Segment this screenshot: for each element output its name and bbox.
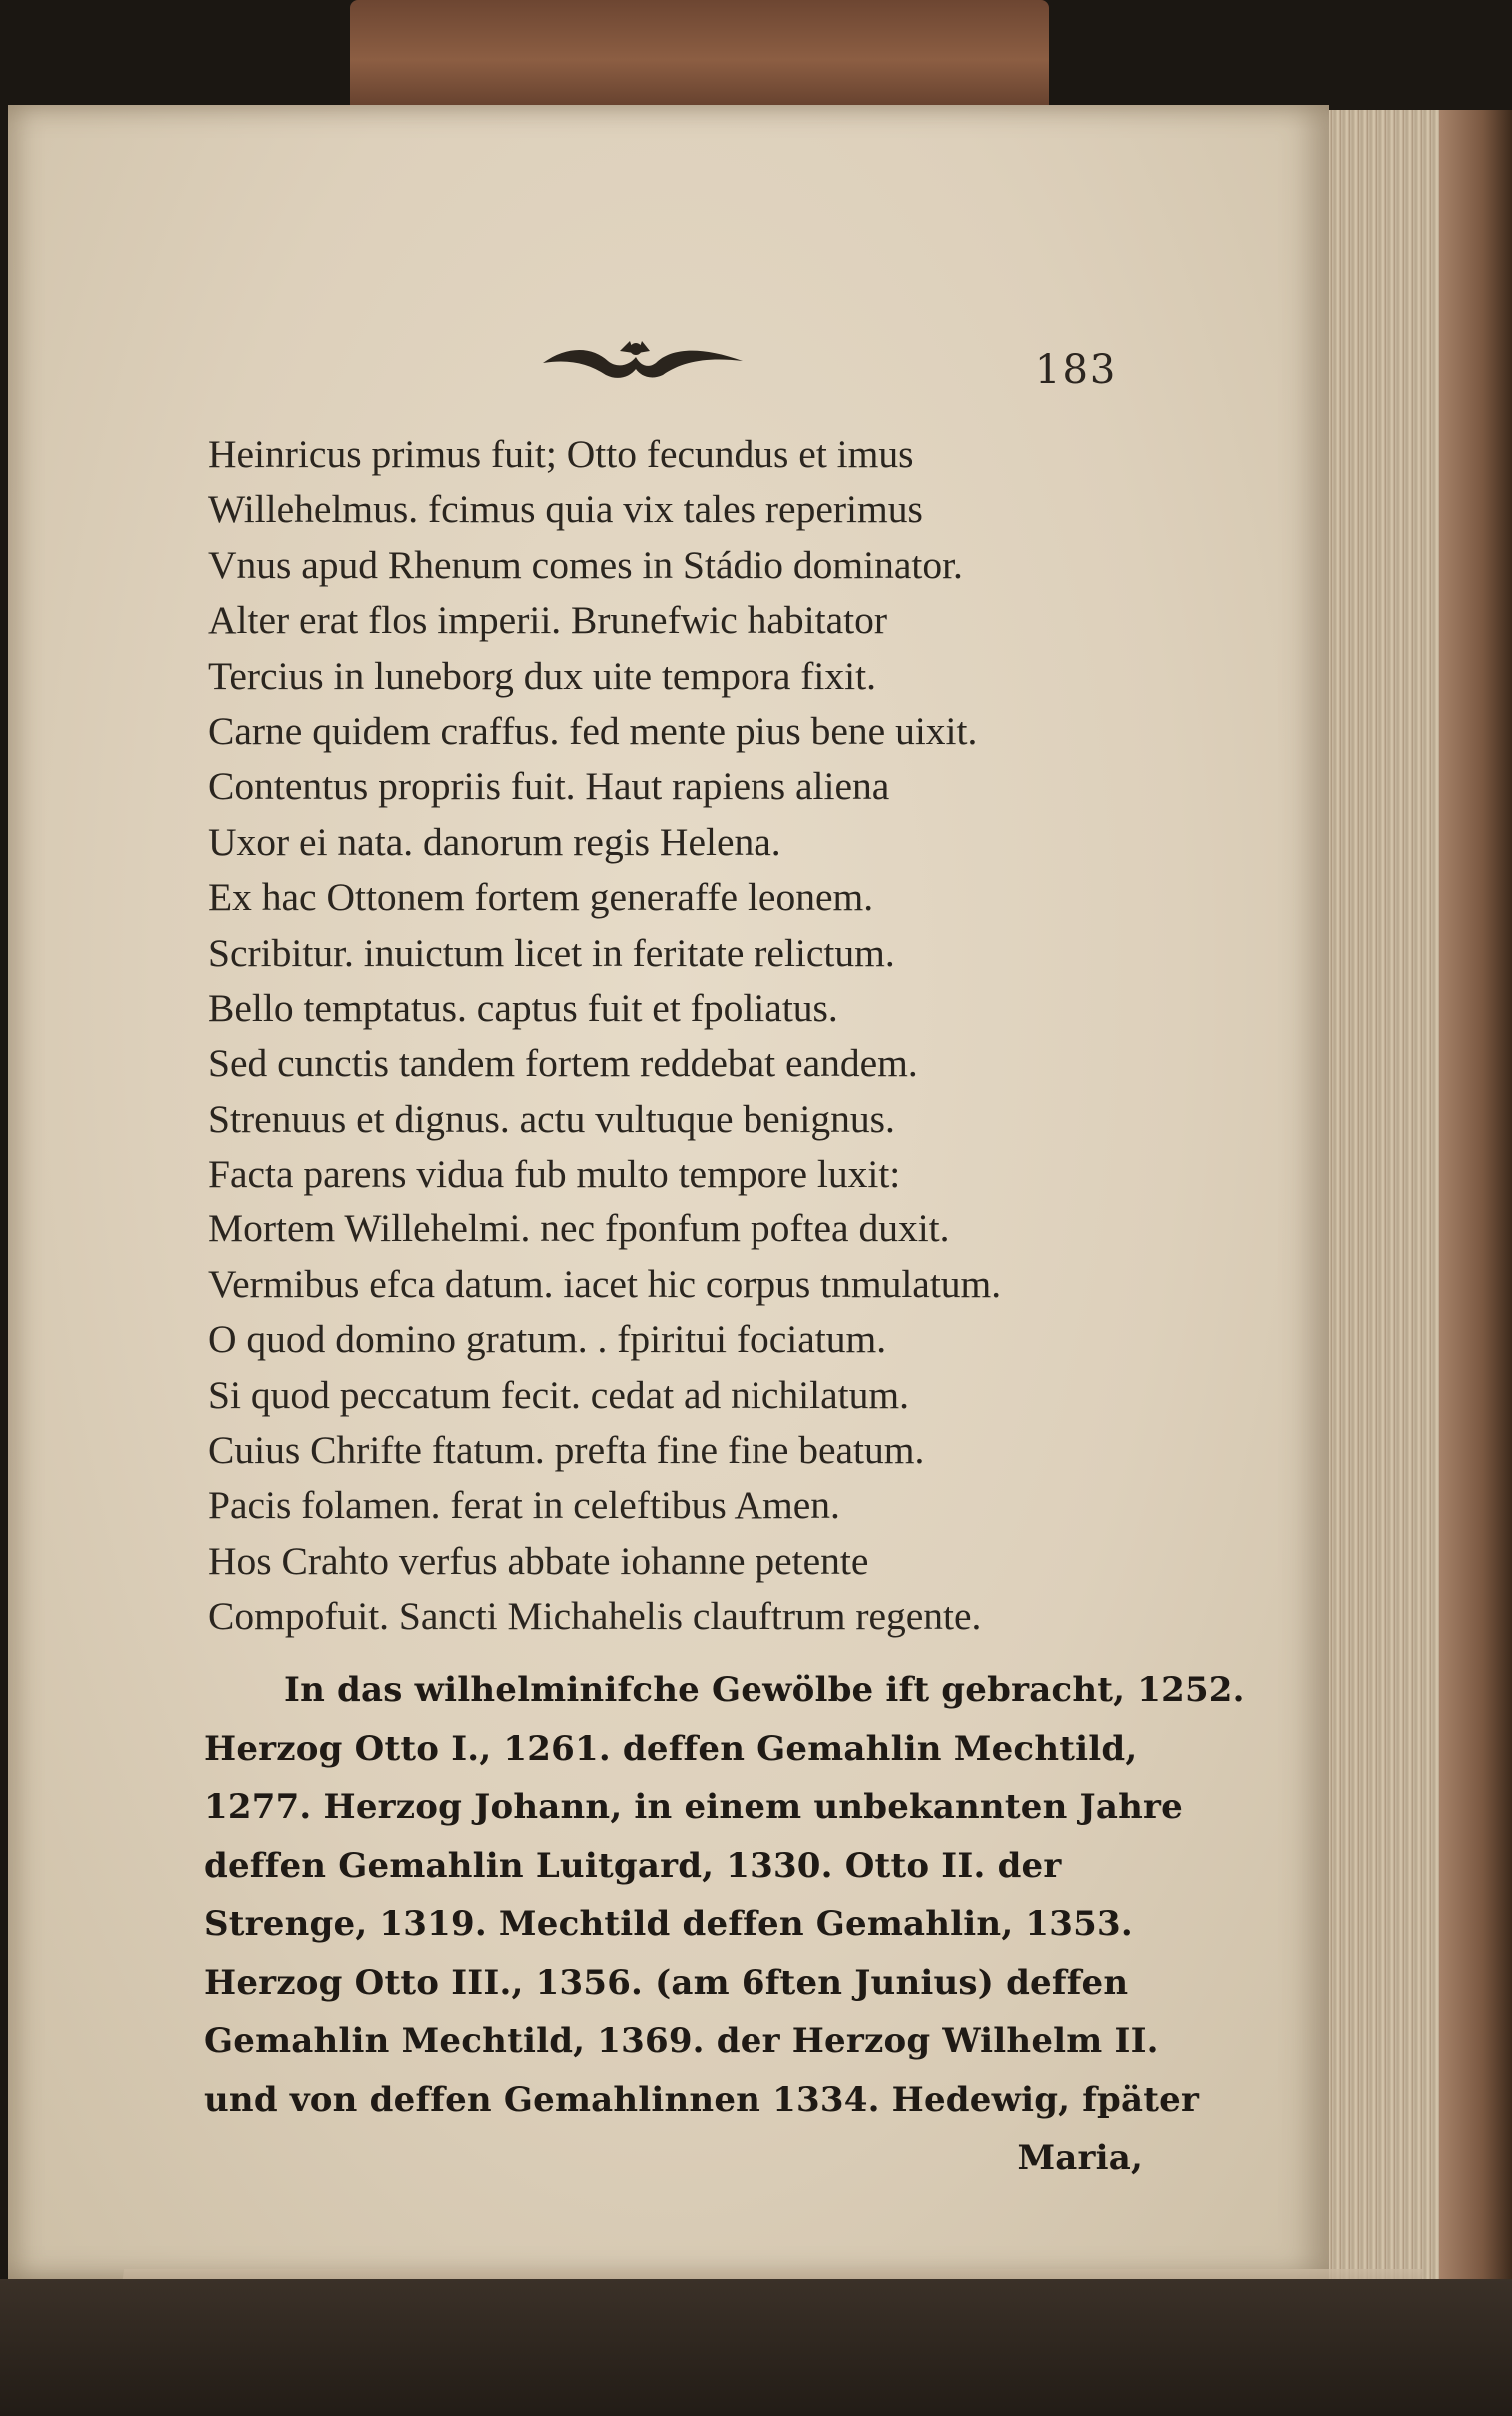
book-cover-top-edge	[350, 0, 1049, 120]
verse-line: Alter erat flos imperii. Brunefwic habitator	[208, 598, 888, 643]
verse-line: Mortem Willehelmi. nec fponfum poftea duxit.	[208, 1207, 950, 1251]
verse-line: Vermibus efca datum. iacet hic corpus tnmulatum.	[208, 1261, 1002, 1306]
prose-line: und von deffen Gemahlinnen 1334. Hedewig, fpäter	[204, 2079, 1200, 2120]
prose-line: Herzog Otto I., 1261. deffen Gemahlin Mechtild,	[204, 1728, 1138, 1769]
verse-line: Vnus apud Rhenum comes in Stádio dominator.	[208, 542, 963, 587]
verse-line: Contentus propriis fuit. Haut rapiens aliena	[208, 764, 890, 809]
verse-line: Carne quidem craffus. fed mente pius bene uixit.	[208, 708, 978, 753]
verse-line: Sed cunctis tandem fortem reddebat eandem.	[208, 1041, 918, 1086]
verse-line: Heinricus primus fuit; Otto fecundus et imus	[208, 432, 914, 476]
prose-line: Strenge, 1319. Mechtild deffen Gemahlin, 1353.	[204, 1904, 1133, 1944]
verse-line: Scribitur. inuictum licet in feritate relictum.	[208, 930, 895, 975]
prose-line: 1277. Herzog Johann, in einem unbekannten Jahre	[204, 1787, 1183, 1827]
latin-verse-block	[208, 427, 1187, 1645]
background-shadow	[0, 2279, 1512, 2416]
page-header	[8, 335, 1329, 395]
page-number: 183	[1035, 347, 1118, 393]
prose-line: In das wilhelminifche Gewölbe ift gebracht, 1252.	[284, 1670, 1245, 1710]
prose-line: Herzog Otto III., 1356. (am 6ften Junius) deffen	[204, 1962, 1129, 2003]
verse-line: Pacis folamen. ferat in celeftibus Amen.	[208, 1483, 840, 1528]
verse-line: Uxor ei nata. danorum regis Helena.	[208, 819, 781, 864]
verse-line: Facta parens vidua fub multo tempore luxit:	[208, 1152, 901, 1197]
prose-line: deffen Gemahlin Luitgard, 1330. Otto II. der	[204, 1845, 1062, 1886]
ornament-icon	[538, 335, 748, 385]
verse-line: O quod domino gratum. . fpiritui fociatum.	[208, 1317, 887, 1362]
verse-line: Ex hac Ottonem fortem generaffe leonem.	[208, 875, 874, 920]
verse-line: Tercius in luneborg dux uite tempora fixit.	[208, 653, 876, 698]
verse-line: Bello temptatus. captus fuit et fpoliatus.	[208, 985, 838, 1030]
verse-line: Hos Crahto verfus abbate iohanne petente	[208, 1538, 869, 1583]
verse-line: Strenuus et dignus. actu vultuque benignus.	[208, 1096, 895, 1141]
verse-line: Si quod peccatum fecit. cedat ad nichilatum.	[208, 1372, 909, 1417]
verse-line: Cuius Chrifte ftatum. prefta fine fine beatum.	[208, 1428, 925, 1473]
book-page	[8, 105, 1329, 2279]
verse-line: Willehelmus. fcimus quia vix tales reperimus	[208, 487, 923, 532]
german-prose-block	[204, 1661, 1245, 2188]
prose-line-catchword: Maria,	[1017, 2138, 1143, 2178]
book-cover-right-edge	[1439, 110, 1512, 2309]
prose-line: Gemahlin Mechtild, 1369. der Herzog Wilhelm II.	[204, 2021, 1159, 2061]
verse-line: Compofuit. Sancti Michahelis clauftrum regente.	[208, 1594, 982, 1639]
